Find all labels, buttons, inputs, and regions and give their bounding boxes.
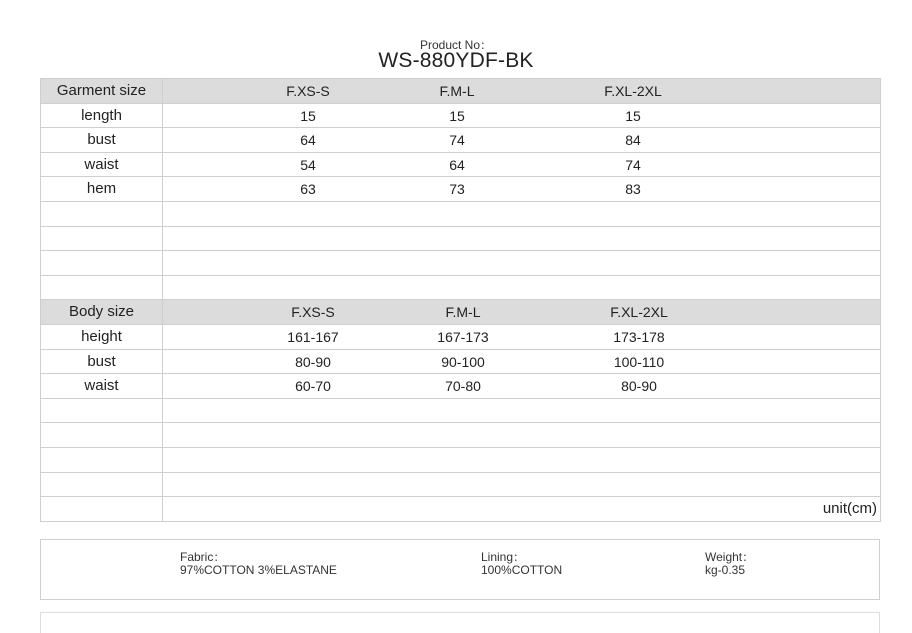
- fabric-label: Fabric：: [180, 550, 226, 564]
- fabric-info: [180, 551, 337, 577]
- table-cell: 74: [625, 156, 641, 173]
- lining-info: [481, 551, 562, 577]
- unit-label: unit(cm): [822, 500, 877, 518]
- weight-value: kg-0.35: [705, 563, 746, 577]
- empty-row: [41, 423, 880, 448]
- table-cell: 73: [449, 181, 465, 198]
- measure-label: waist: [41, 374, 163, 398]
- table-row: [41, 325, 880, 350]
- empty-cell: [41, 251, 163, 275]
- size-column-xl-2xl: F.XL-2XL: [610, 304, 668, 321]
- empty-row: [41, 276, 880, 301]
- table-cell: 80-90: [295, 353, 331, 370]
- table-row: [41, 350, 880, 375]
- size-column-xs-s: F.XS-S: [286, 83, 330, 99]
- table-cell: 74: [449, 132, 465, 149]
- table-cell: 64: [449, 156, 465, 173]
- garment-header-row: [41, 79, 880, 104]
- measure-label: length: [41, 104, 163, 128]
- empty-cell: [41, 448, 163, 472]
- table-cell: 161-167: [287, 328, 339, 345]
- table-cell: 83: [625, 181, 641, 198]
- garment-size-table: [40, 78, 881, 522]
- empty-row: [41, 251, 880, 276]
- unit-row: [41, 497, 880, 522]
- product-number-label: Product No：: [419, 38, 493, 52]
- empty-cell: [41, 497, 163, 521]
- empty-row: [41, 448, 880, 473]
- size-column-m-l: F.M-L: [439, 83, 475, 99]
- table-cell: 64: [300, 132, 316, 149]
- lining-value: 100%COTTON: [481, 563, 563, 577]
- table-row: [41, 128, 880, 153]
- table-cell: 63: [300, 181, 316, 198]
- table-row: [41, 104, 880, 129]
- measure-label: height: [41, 325, 163, 349]
- empty-row: [41, 473, 880, 498]
- garment-size-heading: Garment size: [41, 79, 163, 103]
- size-column-m-l: F.M-L: [445, 304, 481, 321]
- table-row: [41, 177, 880, 202]
- empty-row: [41, 399, 880, 424]
- table-cell: 173-178: [613, 328, 665, 345]
- next-section-box: [40, 612, 880, 633]
- empty-cell: [41, 227, 163, 251]
- product-number: WS-880YDF-BK: [378, 49, 534, 72]
- table-row: [41, 374, 880, 399]
- body-header-row: [41, 300, 880, 325]
- table-cell: 80-90: [621, 378, 657, 395]
- measure-label: waist: [41, 153, 163, 177]
- measure-label: hem: [41, 177, 163, 201]
- size-column-xs-s: F.XS-S: [291, 304, 335, 321]
- weight-info: [705, 551, 754, 577]
- fabric-value: 97%COTTON 3%ELASTANE: [180, 563, 337, 577]
- table-cell: 15: [449, 107, 465, 124]
- table-cell: 84: [625, 132, 641, 149]
- lining-label: Lining：: [481, 550, 526, 564]
- weight-label: Weight：: [705, 550, 755, 564]
- empty-cell: [41, 399, 163, 423]
- table-cell: 90-100: [441, 353, 485, 370]
- table-cell: 100-110: [613, 353, 665, 370]
- empty-row: [41, 227, 880, 252]
- table-row: [41, 153, 880, 178]
- table-cell: 54: [300, 156, 316, 173]
- size-column-xl-2xl: F.XL-2XL: [604, 83, 662, 99]
- table-cell: 167-173: [437, 328, 489, 345]
- table-cell: 15: [300, 107, 316, 124]
- empty-cell: [41, 423, 163, 447]
- table-cell: 15: [625, 107, 641, 124]
- measure-label: bust: [41, 350, 163, 374]
- measure-label: bust: [41, 128, 163, 152]
- materials-box: [40, 539, 880, 600]
- table-cell: 60-70: [295, 378, 331, 395]
- empty-cell: [41, 276, 163, 300]
- empty-cell: [41, 202, 163, 226]
- body-size-heading: Body size: [41, 300, 163, 324]
- empty-row: [41, 202, 880, 227]
- table-cell: 70-80: [445, 378, 481, 395]
- empty-cell: [41, 473, 163, 497]
